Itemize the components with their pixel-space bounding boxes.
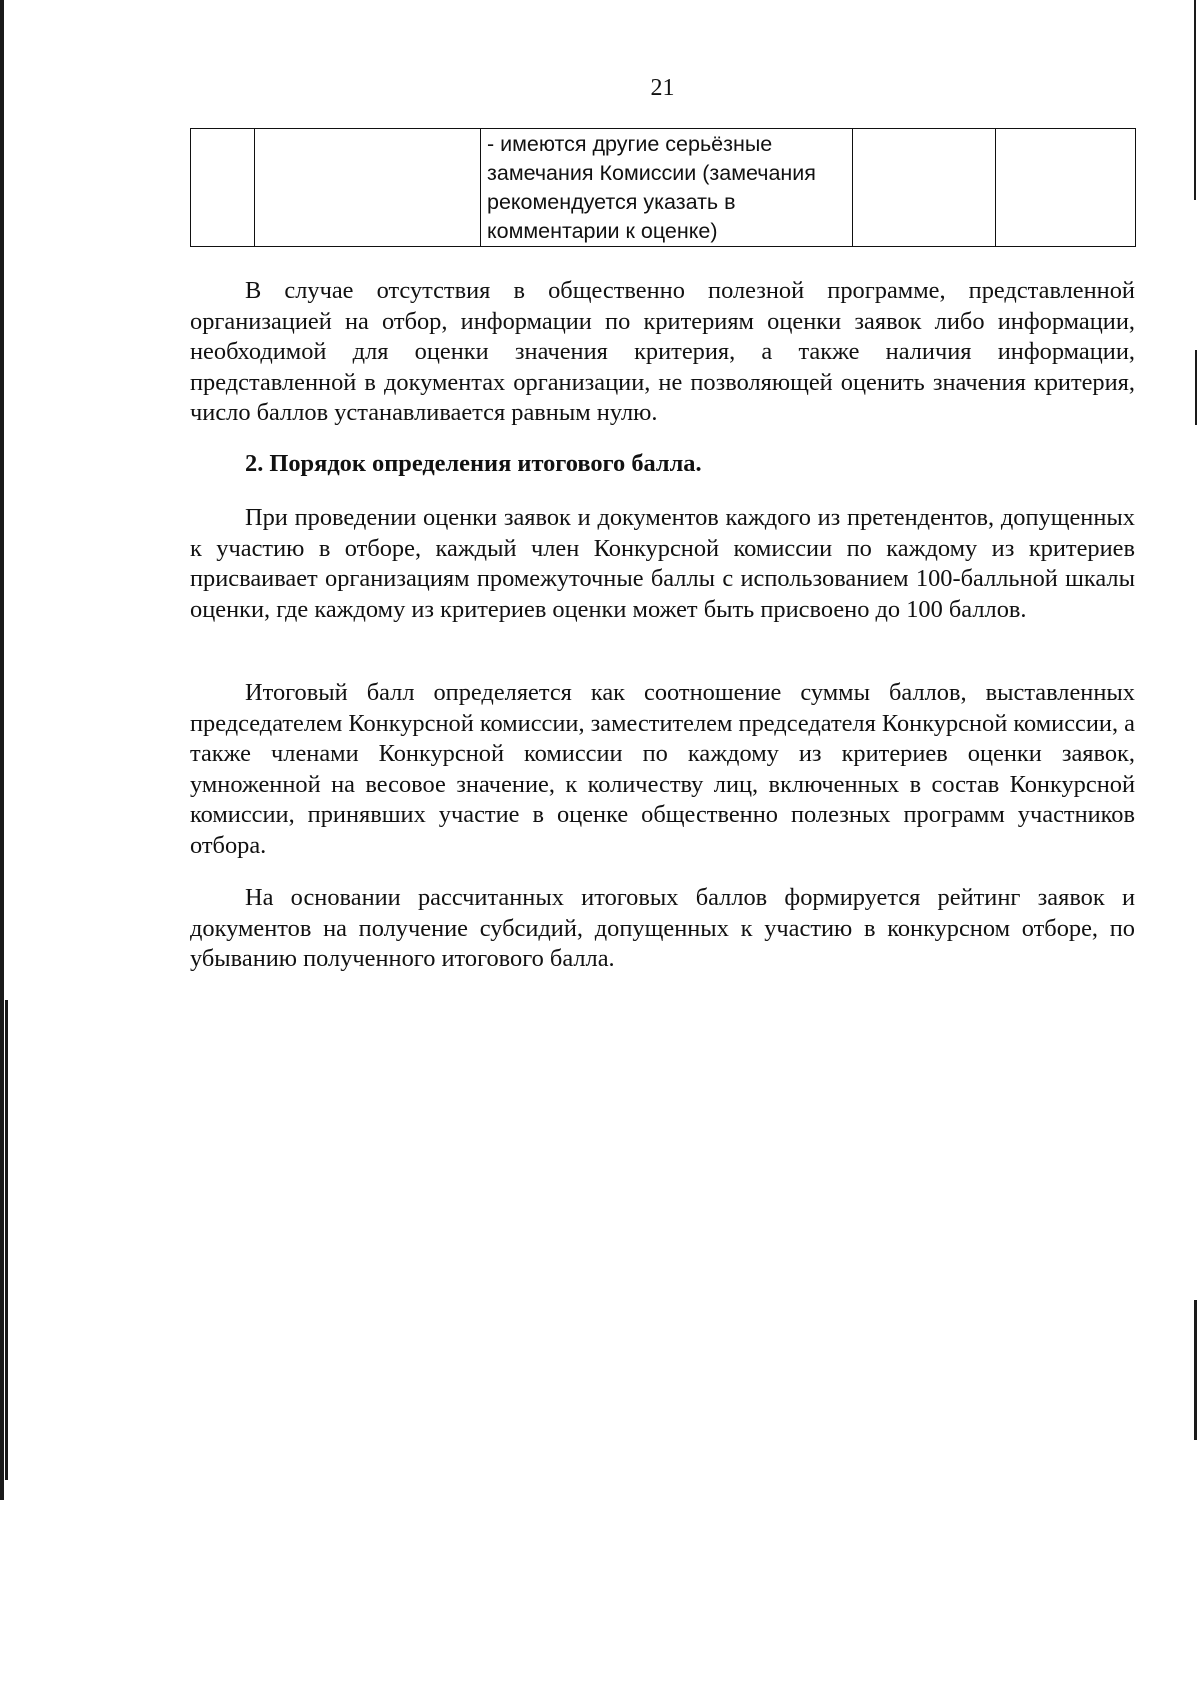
- table-cell-weight: [996, 129, 1136, 247]
- paragraph-text: При проведении оценки заявок и документов каждого из претендентов, допущенных к участию в отборе, каждый член Конкурсной комиссии по каждому из критериев присваивает организациям промежуточные баллы с использованием 100-балльной шкалы оценки, где каждому из критериев оценки может быть присвоено до 100 баллов.: [190, 504, 1135, 623]
- paragraph-rating: [190, 883, 1135, 975]
- paragraph-text: На основании рассчитанных итоговых баллов формируется рейтинг заявок и документов на получение субсидий, допущенных к участию в конкурсном отборе, по убыванию полученного итогового балла.: [190, 884, 1135, 973]
- scan-edge-left: [0, 0, 4, 1500]
- table-cell-score: [853, 129, 996, 247]
- page-number: 21: [650, 75, 675, 101]
- criteria-table: [190, 128, 1136, 247]
- paragraph-text: Итоговый балл определяется как соотношение суммы баллов, выставленных председателем Конкурсной комиссии, заместителем председателя Конкурсной комиссии, а также членами Конкурсной комиссии по каждому из критериев оценки заявок, умноженной на весовое значение, к количеству лиц, включенных в состав Конкурсной комиссии, принявших участие в оценке общественно полезных программ участников отбора.: [190, 679, 1135, 859]
- section-heading-text: 2. Порядок определения итогового балла.: [245, 450, 702, 477]
- paragraph-text: В случае отсутствия в общественно полезной программе, представленной организацией на отбор, информации по критериям оценки заявок либо информации, необходимой для оценки значения критерия, а также наличия информации, представленной в документах организации, не позволяющей оценить значения критерия, число баллов устанавливается равным нулю.: [190, 277, 1135, 427]
- paragraph-zero-score-rule: [190, 276, 1135, 429]
- table-cell-description: - имеются другие серьёзные замечания Комиссии (замечания рекомендуется указать в комментарии к оценке): [481, 129, 853, 247]
- table-cell-criterion: [255, 129, 481, 247]
- scan-edge-right-mid: [1195, 350, 1197, 425]
- paragraph-intermediate-scores: [190, 503, 1135, 625]
- section-heading: [190, 449, 1135, 480]
- scan-edge-left-lower: [5, 1000, 8, 1480]
- table-row: [191, 129, 1136, 247]
- paragraph-final-score: [190, 678, 1135, 862]
- table-cell-number: [191, 129, 255, 247]
- scan-edge-right-low: [1194, 1300, 1197, 1440]
